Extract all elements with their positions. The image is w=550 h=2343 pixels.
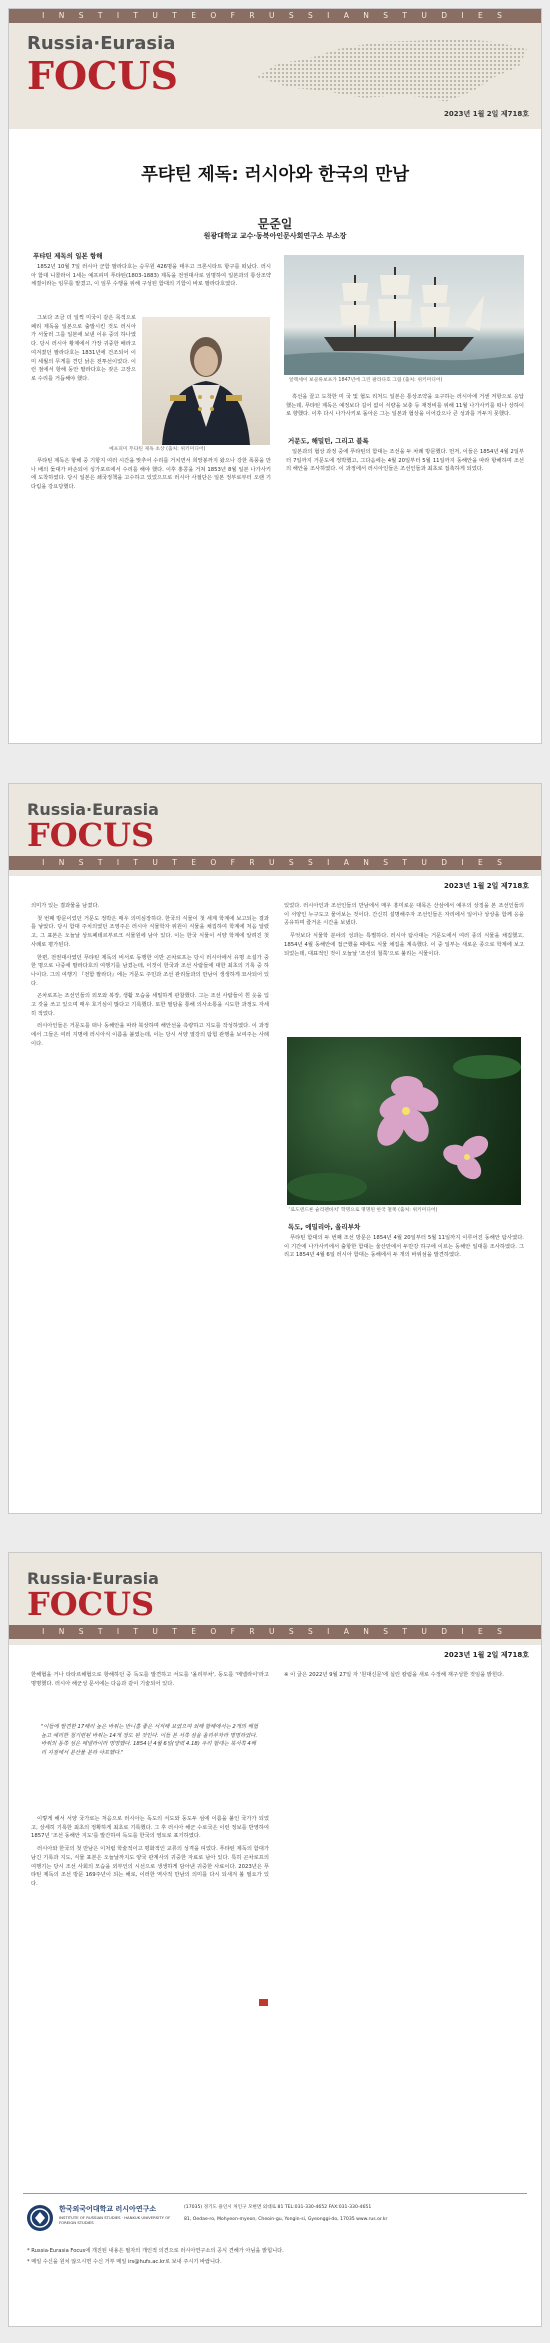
masthead-band: I N S T I T U T E O F R U S S I A N S T U D I E S bbox=[9, 856, 541, 870]
author-affiliation: 원광대학교 교수·동북아인문사회연구소 부소장 bbox=[203, 232, 347, 240]
end-mark-icon bbox=[259, 1999, 268, 2006]
paragraph: 1852년 10월 7일 러시아 군함 팔라다호는 승무원 426명을 태우고 크론시타트 항구를 떠났다. 러시아 함대 니콜라이 1세는 예프피미 푸탸틴(1803-1883) 제독을 전권대사로 임명하여 일본과의 통상조약 체결이라는 임무를 맡겼고, 이 임무 수행을 위해 구성된 함대의 기함이 바로 팔라다호였다. bbox=[31, 264, 271, 288]
university-logo bbox=[27, 2205, 53, 2231]
eurasia-map-graphic bbox=[257, 35, 527, 105]
article-body bbox=[31, 902, 269, 1053]
publisher-address-en: 81, Oedae-ro, Mohyeon-myeon, Cheoin-gu, Yongin-si, Gyeonggi-do, 17035 www.rus.or.kr bbox=[184, 2217, 388, 2222]
article-body bbox=[284, 902, 524, 962]
paragraph: 그보다 조금 더 일찍 미국이 같은 목적으로 페리 제독을 일본으로 출발시킨 것도 러시아가 서둘러 그를 일본에 보낸 이유 중의 하나였다. 당시 러시아 황제에서 가장 귀중한 배라고 여겨졌던 팔라다호는 1831년에 건조되어 이미 세월의 무게를 견딘 낡은 전투선이었다. 이런 점에서 항해 동안 팔라다호는 잦은 고장으로 수리를 거듭해야 했다. bbox=[31, 315, 136, 382]
azalea-photo bbox=[287, 1037, 521, 1205]
author-name: 문준일 bbox=[257, 217, 293, 231]
newsletter-page-1 bbox=[8, 8, 542, 744]
masthead-band: I N S T I T U T E O F R U S S I A N S T U D I E S bbox=[9, 9, 541, 23]
brand-line1: Russia·Eurasia bbox=[27, 33, 176, 54]
disclaimer-note: * Russia·Eurasia Focus에 개진된 내용은 필자의 개인적 의견으로 러시아연구소의 공식 견해가 아님을 밝힙니다. bbox=[27, 2248, 284, 2254]
article-body bbox=[31, 314, 136, 388]
footer-divider bbox=[23, 2193, 527, 2194]
article-body bbox=[286, 393, 524, 423]
article-body bbox=[31, 1671, 269, 1692]
publisher-subtitle: INSTITUTE OF RUSSIAN STUDIES · HANKUK UNIVERSITY OF FOREIGN STUDIES bbox=[59, 2215, 171, 2225]
archive-quote: "이들에 발견한 17해리 높은 바위는 반니홈 좋은 서저해 보였으며 외해 함해에서는 2개의 해협 높고 예리한 첨기련된 바위는 14개 정도 된 것인다. 이들 본 서쪽 섬을 올리부차라 명명하였다. 바위의 동쪽 섬은 메넬라이라 명명했다. 1854년 4월 6일(양력 4.18) 우리 함대는 북서쪽 4해리 지점에서 분산물 분하 야포했다." bbox=[41, 1724, 258, 1757]
masthead bbox=[9, 784, 541, 876]
article-body bbox=[286, 448, 524, 478]
brand-line2: FOCUS bbox=[27, 1585, 155, 1623]
section-heading: 푸탸틴 제독의 일본 항해 bbox=[33, 252, 103, 260]
newsletter-page-2 bbox=[8, 783, 542, 1514]
section-heading: 거문도, 해밀턴, 그리고 블록 bbox=[288, 437, 369, 445]
article-body bbox=[31, 1815, 269, 1893]
paragraph: 첫 번째 방문이었던 거문도 정박은 매우 의미심장하다. 한국의 식물이 첫 세계 학계에 보고되는 결과를 낳았다. 당시 함대 주치의였던 조영주은 러시아 식물학자 위원이 식물을 채집하여 학계에 처음 알렸고, 그 표본은 오늘날 상트페테르부르크 식물원에 남아 있다. 이는 한국 식물이 서양 학계에 알려진 첫 사례로 평가된다. bbox=[31, 915, 269, 948]
issue-number: 2023년 1월 2일 제718호 bbox=[444, 110, 529, 118]
brand-line2: FOCUS bbox=[27, 53, 178, 98]
paragraph: 러시아인들은 거문도를 떠나 동해안을 따라 북상하며 해안선을 측량하고 지도를 작성하였다. 이 과정에서 그들은 여러 지명에 러시아식 이름을 붙였는데, 이는 당시 서양 열강의 탐험 관행을 보여주는 사례이다. bbox=[31, 1023, 269, 1047]
ship-caption: 알렉세이 보골류보프가 1847년에 그린 팔라다호 그림 (출처: 위키미디어) bbox=[289, 378, 443, 383]
paragraph: 무엇보다 식물학 분야의 성과는 특별하다. 러시아 탐사대는 거문도에서 여러 종의 식물을 채집했고, 1854년 4월 동해안에 접근했을 때에도 식물 채집을 계속했다. 이 중 일부는 새로운 종으로 학계에 보고되었는데, 대표적인 것이 오늘날 '조선의 철쭉'으로 불리는 식물이다. bbox=[284, 933, 524, 957]
publisher-address: (17035) 경기도 용인시 처인구 모현면 외대로 81 TEL:031-330-4652 FAX:031-330-4651 bbox=[184, 2205, 372, 2210]
portrait-photo bbox=[142, 317, 270, 445]
article-body bbox=[284, 1234, 524, 1264]
brand-line2: FOCUS bbox=[27, 816, 155, 854]
brand-line1: Russia·Eurasia bbox=[27, 1569, 159, 1588]
paragraph: 러시아와 한국의 첫 만남은 이처럼 학술적이고 평화적인 교류의 성격을 띠었다. 푸탸틴 제독의 함대가 남긴 기록과 지도, 식물 표본은 오늘날까지도 양국 관계사의 귀중한 자료로 남아 있다. 특히 곤차로프의 여행기는 당시 조선 사회의 모습을 외부인의 시선으로 생생하게 담아낸 귀중한 사료이다. 2023년은 푸탸틴 제독의 조선 방문 169주년이 되는 해로, 이러한 역사적 만남의 의미를 다시 되새겨 볼 필요가 있다. bbox=[31, 1846, 269, 1887]
paragraph: 있었다. 러시아인과 조선인들의 만남에서 매우 흥미로운 대목은 산삼에서 예우의 상징을 본 조선인들의 이 서양인 누구도고 물어보는 것이다. 간신히 설명해주자 조선인들은 자리에서 일어나 상상을 함께 응을 공유하며 즐거운 시간을 보냈다. bbox=[284, 903, 524, 927]
paragraph: 의미가 있는 결과물을 남겼다. bbox=[31, 903, 100, 909]
ship-painting bbox=[284, 255, 524, 375]
brand-line1: Russia·Eurasia bbox=[27, 800, 159, 819]
unsubscribe-note: * 메일 수신을 원치 않으시면 수신 거부 메일 irs@hufs.ac.kr로 보내 주시기 바랍니다. bbox=[27, 2259, 222, 2265]
paragraph: 한편, 전권대사였던 푸탸틴 제독의 비서로 동행한 이반 곤차로프는 당시 러시아에서 유명 소설가 중 한 명으로 나중에 팔라다호의 여행기를 남겼는데, 이것이 한국과 조선 사람들에 대한 최초의 기록 중 하나이다. 그의 여행기 『전함 팔라다』에는 거문도 주민과 조선 관리들과의 만남이 생생하게 묘사되어 있다. bbox=[31, 954, 269, 987]
article-body bbox=[31, 263, 271, 293]
paragraph: 흑선을 끌고 도착한 미 국 및 협도 리처드 일본은 통상조약을 요구하는 러시아에 거센 저항으로 응답했는데, 푸탸틴 제독은 예정보다 길어 없이 식량을 보충 등 재정비를 위해 11월 나가사키를 떠나 상하이로 향했다. 이후 다시 나가사키로 돌아온 그는 일본과 협상을 이어갔으나 큰 성과를 거두지 못했다. bbox=[286, 394, 524, 418]
portrait-caption: 예프피미 푸탸틴 제독 초상 (출처: 위키미디어) bbox=[109, 447, 206, 452]
paragraph: 일본과의 협상 과정 중에 푸탸틴의 함대는 조선을 두 차례 방문했다. 먼저, 이들은 1854년 4월 2일부터 7일까지 거문도에 정박했고, 그다음에는 4월 20일부터 5월 11일까지 동해안을 따라 항해하며 조선의 해안을 조사하였다. 이 과정에서 러시아인들은 조선인들과 최초로 접촉하게 되었다. bbox=[286, 449, 524, 473]
newsletter-page-3 bbox=[8, 1552, 542, 2327]
paragraph: 푸탸틴 제독은 항해 중 기항지 여러 시간을 맞추어 수리를 거치면서 희망봉까지 왔으나 강한 폭풍을 만나 배의 돛대가 파손되어 싱가포르에서 수리를 해야 했다. 이후 홍콩을 거쳐 1853년 8월 일본 나가사키에 도착하였다. 당시 일본은 쇄국정책을 고수하고 있었으므로 러시아 사절단은 일본 정부로부터 오랜 기다림을 강요당했다. bbox=[31, 458, 271, 491]
paragraph: 한해협을 거나 타타르해협으로 항해하던 중 독도를 발견하고 서도를 '올리부차', 동도를 '메넬라이'라고 명명했다. 러시아 해군성 문서에는 다음과 같이 기술되어 있다. bbox=[31, 1672, 269, 1687]
paragraph: 푸탸틴 함대의 두 번째 조선 방문은 1854년 4월 20일부터 5월 11일까지 이루어진 동해안 탐사였다. 이 기간에 나가사키에서 출항한 함대는 울산만에서 두만강 하구에 이르는 동해안 일대를 조사하였다. 그리고 1854년 4월 6일 러시아 함대는 동해에서 두 개의 바위섬을 발견하였다. bbox=[284, 1235, 524, 1259]
masthead bbox=[9, 9, 541, 129]
article-note bbox=[284, 1671, 524, 1684]
issue-number: 2023년 1월 2일 제718호 bbox=[444, 882, 529, 890]
section-heading: 독도, 에밀리아, 올리부차 bbox=[288, 1223, 361, 1231]
article-title: 푸탸틴 제독: 러시아와 한국의 만남 bbox=[140, 165, 410, 185]
publisher-name: 한국외국어대학교 러시아연구소 bbox=[59, 2205, 157, 2213]
issue-number: 2023년 1월 2일 제718호 bbox=[444, 1651, 529, 1659]
paragraph: ※ 이 글은 2022년 9월 27일 자 '원대신문'에 실린 칼럼을 새로 수정해 재구성한 것임을 밝힌다. bbox=[284, 1672, 504, 1678]
paragraph: 이렇게 해서 서양 국가로는 처음으로 러시아는 독도의 서도와 동도두 섬에 이름을 붙인 국가가 되었고, 상세히 기록한 최초의 정확하게 최초로 기록했다. 그 후 러시아 해군 수로국은 이런 정보를 반영하여 1857년 '조선 동해안 지도'를 발간하여 독도를 한국의 영토로 표기하였다. bbox=[31, 1816, 269, 1840]
article-body bbox=[31, 457, 271, 496]
paragraph: 곤차로프는 조선인들의 외모와 복장, 생활 모습을 세밀하게 관찰했다. 그는 조선 사람들이 흰 옷을 입고 갓을 쓰고 있으며 매우 호기심이 많다고 기록했다. 또한 필담을 통해 의사소통을 시도한 과정도 자세히 적었다. bbox=[31, 993, 269, 1017]
masthead bbox=[9, 1553, 541, 1645]
masthead-band: I N S T I T U T E O F R U S S I A N S T U D I E S bbox=[9, 1625, 541, 1639]
azalea-caption: '로도덴드론 슐리펜바치' 학명으로 명명된 한국 철쭉 (출처: 위키미디어) bbox=[289, 1208, 438, 1213]
